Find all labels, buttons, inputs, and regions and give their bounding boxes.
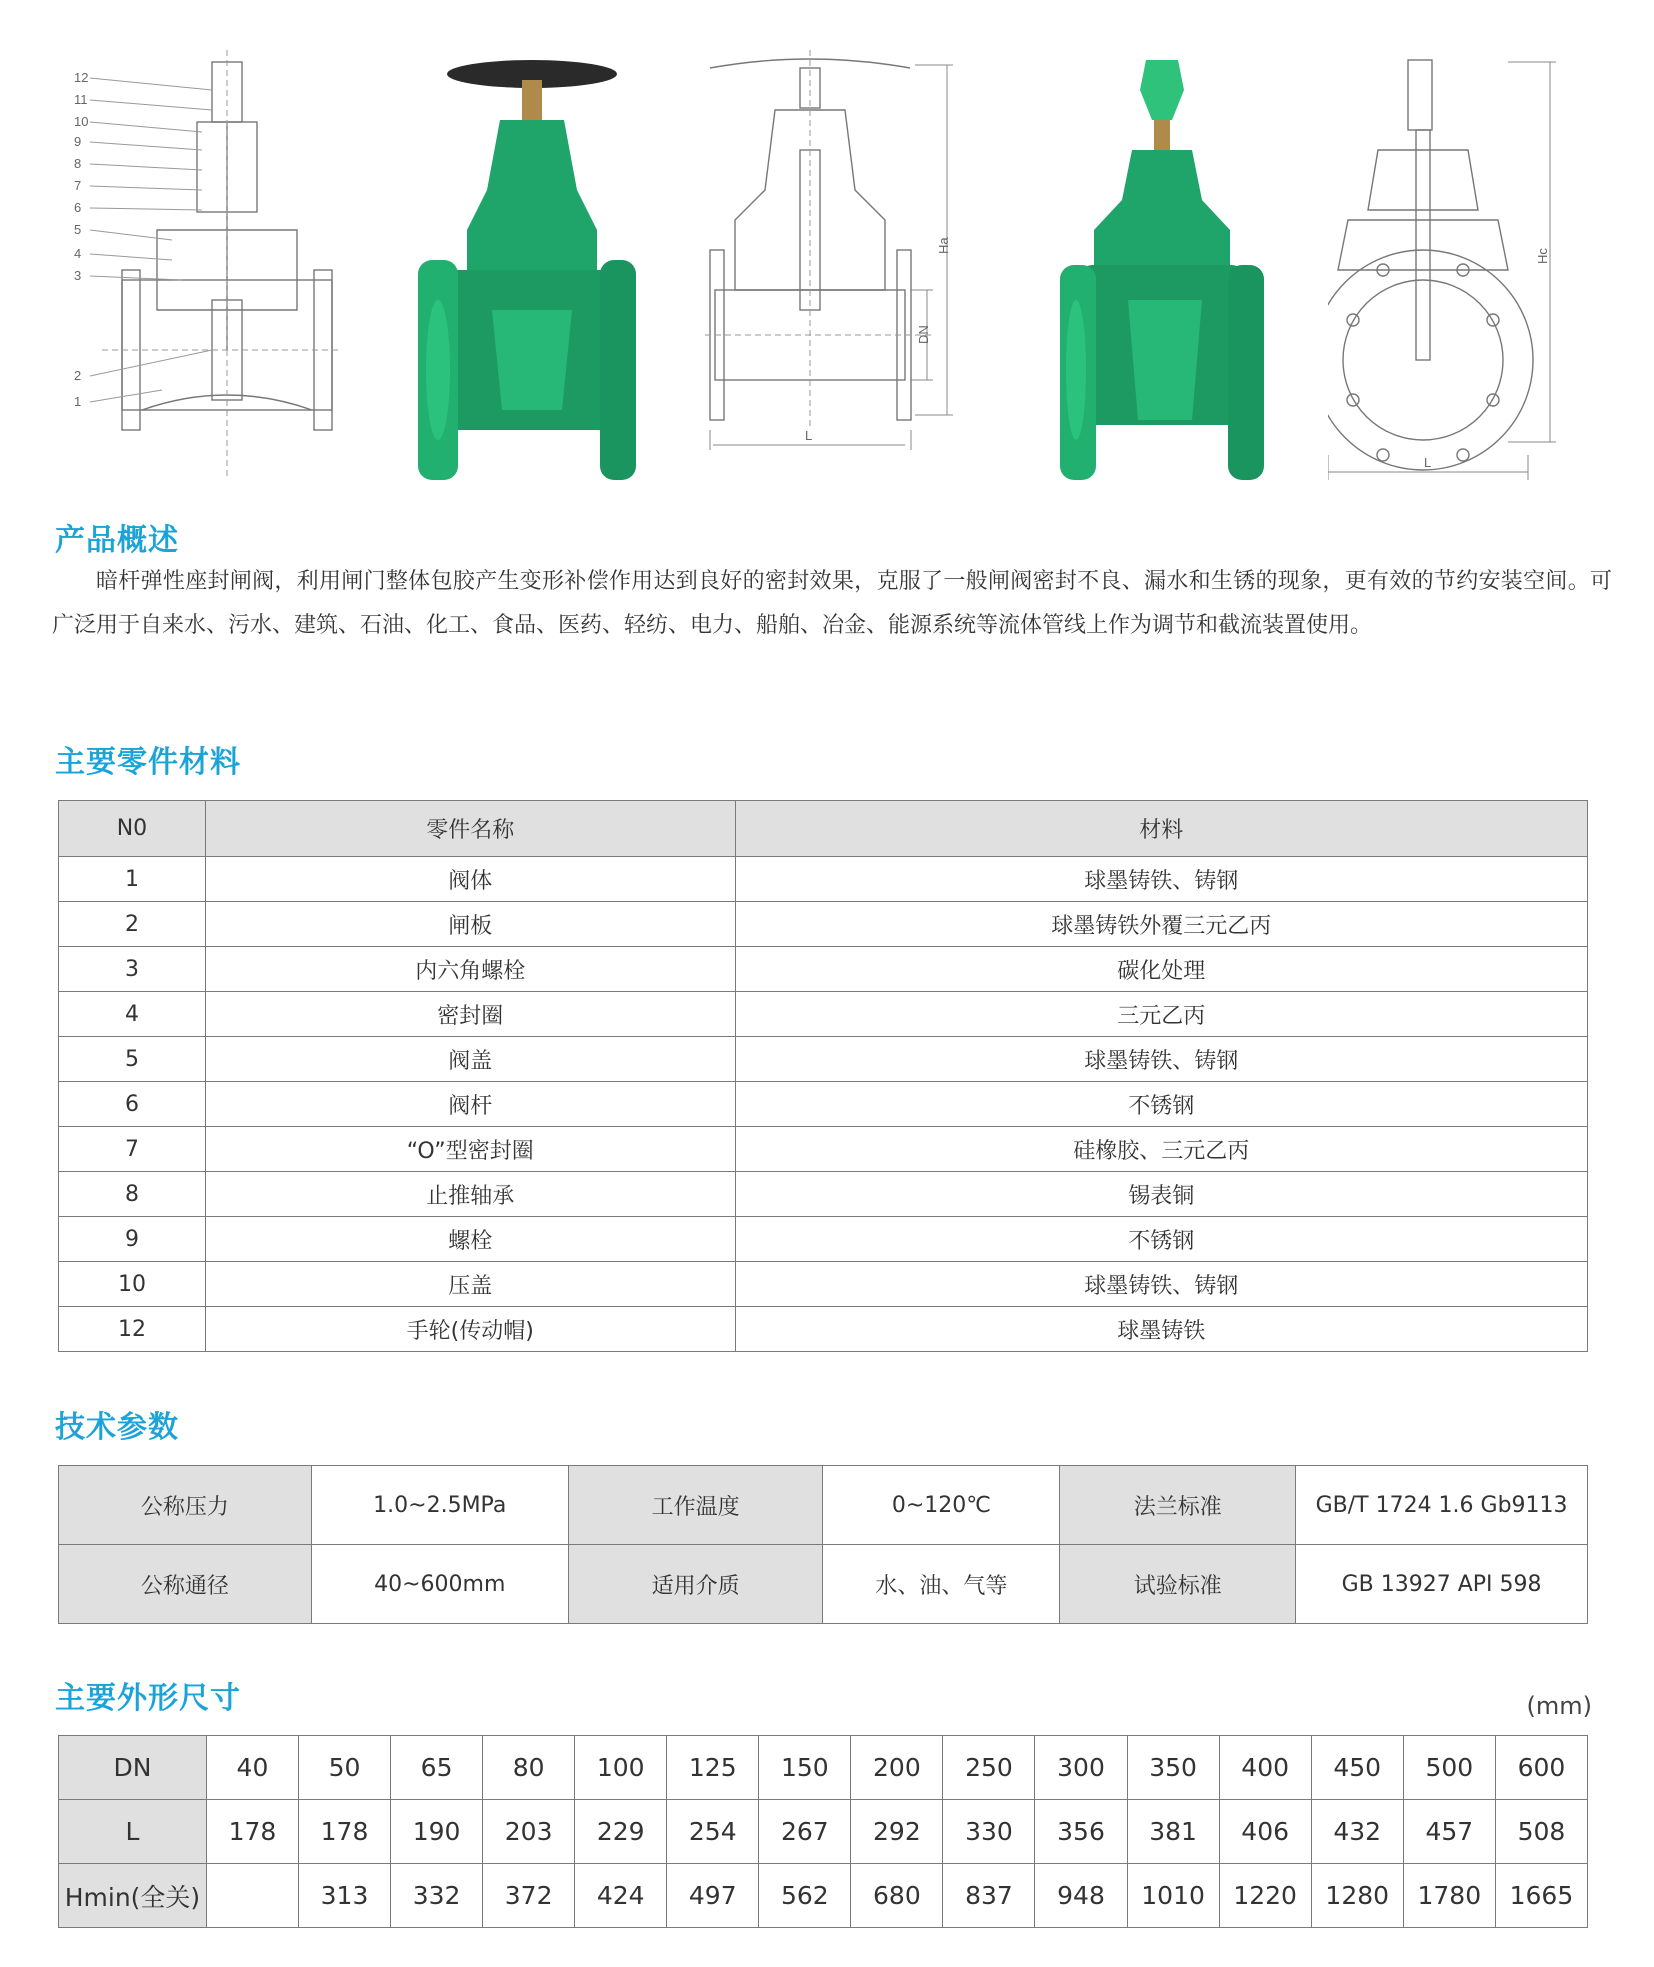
parts-row [59, 902, 1588, 947]
tech-label-cell: 工作温度 [568, 1466, 823, 1545]
dims-value-cell: 562 [759, 1864, 851, 1928]
dims-value-cell: 125 [667, 1736, 759, 1800]
parts-row [59, 1217, 1588, 1262]
dims-value-cell: 267 [759, 1800, 851, 1864]
dims-table [58, 1735, 1588, 1928]
dims-value-cell [206, 1864, 298, 1928]
dims-value-cell: 497 [667, 1864, 759, 1928]
dim-label-hc: Hc [1535, 248, 1550, 264]
dims-value-cell: 292 [851, 1800, 943, 1864]
dims-unit: (mm) [1526, 1692, 1592, 1720]
part-no-cell: 4 [59, 992, 206, 1037]
tech-label-cell: 试验标准 [1060, 1545, 1296, 1624]
header-part-name: 零件名称 [205, 801, 735, 857]
part-name-cell: 压盖 [205, 1262, 735, 1307]
parts-row [59, 1127, 1588, 1172]
dims-value-cell: 229 [575, 1800, 667, 1864]
dim-label-l: L [805, 428, 813, 443]
dims-value-cell: 432 [1311, 1800, 1403, 1864]
dims-row-label: Hmin(全关) [59, 1864, 207, 1928]
callout-1: 1 [74, 394, 82, 409]
valve-photo-handwheel [412, 50, 642, 490]
dims-value-cell: 100 [575, 1736, 667, 1800]
overview-text: 暗杆弹性座封闸阀，利用闸门整体包胶产生变形补偿作用达到良好的密封效果，克服了一般闸阀密封不良、漏水和生锈的现象，更有效的节约安装空间。可广泛用于自来水、污水、建筑、石油、化工、食品、医药、轻纺、电力、船舶、冶金、能源系统等流体管线上作为调节和截流装置使用。 [52, 569, 1612, 638]
dims-value-cell: 600 [1495, 1736, 1587, 1800]
part-no-cell: 1 [59, 857, 206, 902]
dims-value-cell: 837 [943, 1864, 1035, 1928]
dims-value-cell: 65 [391, 1736, 483, 1800]
dims-row [59, 1736, 1588, 1800]
part-no-cell: 9 [59, 1217, 206, 1262]
part-material-cell: 球墨铸铁、铸钢 [735, 857, 1587, 902]
dims-value-cell: 178 [298, 1800, 390, 1864]
tech-value-cell: GB 13927 API 598 [1296, 1545, 1588, 1624]
callout-11: 11 [74, 92, 88, 107]
dims-value-cell: 500 [1403, 1736, 1495, 1800]
dims-value-cell: 350 [1127, 1736, 1219, 1800]
dims-value-cell: 400 [1219, 1736, 1311, 1800]
dims-value-cell: 1220 [1219, 1864, 1311, 1928]
part-no-cell: 3 [59, 947, 206, 992]
tech-value-cell: 水、油、气等 [823, 1545, 1060, 1624]
dims-value-cell: 300 [1035, 1736, 1127, 1800]
tech-table [58, 1465, 1588, 1624]
parts-row [59, 857, 1588, 902]
part-no-cell: 6 [59, 1082, 206, 1127]
parts-row [59, 1262, 1588, 1307]
parts-table [58, 800, 1588, 1352]
parts-row [59, 1307, 1588, 1352]
tech-row [59, 1545, 1588, 1624]
parts-row [59, 1172, 1588, 1217]
tech-label-cell: 适用介质 [568, 1545, 823, 1624]
part-material-cell: 球墨铸铁 [735, 1307, 1587, 1352]
dims-value-cell: 203 [483, 1800, 575, 1864]
part-name-cell: 阀体 [205, 857, 735, 902]
tech-value-cell: 40~600mm [311, 1545, 568, 1624]
dims-value-cell: 178 [206, 1800, 298, 1864]
dims-value-cell: 190 [391, 1800, 483, 1864]
dim-label-ha: Ha [936, 237, 951, 254]
part-material-cell: 球墨铸铁、铸钢 [735, 1037, 1587, 1082]
dims-value-cell: 200 [851, 1736, 943, 1800]
part-material-cell: 锡表铜 [735, 1172, 1587, 1217]
dims-value-cell: 372 [483, 1864, 575, 1928]
dims-value-cell: 330 [943, 1800, 1035, 1864]
dims-value-cell: 356 [1035, 1800, 1127, 1864]
tech-value-cell: 0~120℃ [823, 1466, 1060, 1545]
callout-3: 3 [74, 268, 82, 283]
dim-label-l2: L [1424, 455, 1432, 470]
outline-drawing-hc [1328, 50, 1568, 490]
part-material-cell: 不锈钢 [735, 1217, 1587, 1262]
tech-value-cell: 1.0~2.5MPa [311, 1466, 568, 1545]
valve-photo-cap [1052, 50, 1272, 490]
tech-value-cell: GB/T 1724 1.6 Gb9113 [1296, 1466, 1588, 1545]
callout-7: 7 [74, 178, 82, 193]
dims-value-cell: 40 [206, 1736, 298, 1800]
outline-drawing-ha [705, 50, 965, 460]
dims-value-cell: 508 [1495, 1800, 1587, 1864]
sectional-drawing [62, 50, 342, 480]
dims-value-cell: 948 [1035, 1864, 1127, 1928]
callout-9: 9 [74, 134, 82, 149]
part-no-cell: 7 [59, 1127, 206, 1172]
part-material-cell: 硅橡胶、三元乙丙 [735, 1127, 1587, 1172]
dims-row [59, 1800, 1588, 1864]
part-no-cell: 2 [59, 902, 206, 947]
dims-value-cell: 1280 [1311, 1864, 1403, 1928]
tech-row [59, 1466, 1588, 1545]
callout-5: 5 [74, 222, 82, 237]
part-name-cell: 密封圈 [205, 992, 735, 1037]
part-material-cell: 球墨铸铁外覆三元乙丙 [735, 902, 1587, 947]
part-name-cell: 内六角螺栓 [205, 947, 735, 992]
part-name-cell: 阀杆 [205, 1082, 735, 1127]
dims-row [59, 1864, 1588, 1928]
overview-title: 产品概述 [55, 523, 179, 558]
dims-value-cell: 254 [667, 1800, 759, 1864]
part-name-cell: “O”型密封圈 [205, 1127, 735, 1172]
dims-value-cell: 250 [943, 1736, 1035, 1800]
dims-value-cell: 313 [298, 1864, 390, 1928]
dims-value-cell: 50 [298, 1736, 390, 1800]
dims-value-cell: 80 [483, 1736, 575, 1800]
dims-value-cell: 381 [1127, 1800, 1219, 1864]
parts-row [59, 1082, 1588, 1127]
callout-8: 8 [74, 156, 82, 171]
callout-4: 4 [74, 246, 82, 261]
part-no-cell: 5 [59, 1037, 206, 1082]
header-no: N0 [59, 801, 206, 857]
part-name-cell: 手轮(传动帽) [205, 1307, 735, 1352]
dims-row-label: L [59, 1800, 207, 1864]
header-material: 材料 [735, 801, 1587, 857]
parts-header-row [59, 801, 1588, 857]
tech-label-cell: 公称压力 [59, 1466, 312, 1545]
dims-title: 主要外形尺寸 [55, 1681, 241, 1716]
tech-title: 技术参数 [55, 1410, 179, 1445]
callout-12: 12 [74, 70, 89, 85]
part-name-cell: 阀盖 [205, 1037, 735, 1082]
part-name-cell: 止推轴承 [205, 1172, 735, 1217]
part-name-cell: 闸板 [205, 902, 735, 947]
part-no-cell: 10 [59, 1262, 206, 1307]
dims-value-cell: 457 [1403, 1800, 1495, 1864]
parts-row [59, 992, 1588, 1037]
callout-2: 2 [74, 368, 82, 383]
dim-label-dn: DN [916, 325, 931, 344]
tech-label-cell: 法兰标准 [1060, 1466, 1296, 1545]
parts-title: 主要零件材料 [55, 745, 241, 780]
tech-label-cell: 公称通径 [59, 1545, 312, 1624]
part-name-cell: 螺栓 [205, 1217, 735, 1262]
callout-6: 6 [74, 200, 82, 215]
parts-row [59, 947, 1588, 992]
dims-value-cell: 1665 [1495, 1864, 1587, 1928]
product-figures [0, 0, 1654, 500]
part-no-cell: 8 [59, 1172, 206, 1217]
dims-value-cell: 680 [851, 1864, 943, 1928]
part-material-cell: 碳化处理 [735, 947, 1587, 992]
dims-value-cell: 406 [1219, 1800, 1311, 1864]
part-material-cell: 不锈钢 [735, 1082, 1587, 1127]
dims-value-cell: 424 [575, 1864, 667, 1928]
part-no-cell: 12 [59, 1307, 206, 1352]
dims-value-cell: 332 [391, 1864, 483, 1928]
dims-value-cell: 150 [759, 1736, 851, 1800]
dims-row-label: DN [59, 1736, 207, 1800]
part-material-cell: 球墨铸铁、铸钢 [735, 1262, 1587, 1307]
parts-row [59, 1037, 1588, 1082]
callout-10: 10 [74, 114, 89, 129]
dims-value-cell: 1010 [1127, 1864, 1219, 1928]
part-material-cell: 三元乙丙 [735, 992, 1587, 1037]
dims-value-cell: 450 [1311, 1736, 1403, 1800]
dims-value-cell: 1780 [1403, 1864, 1495, 1928]
